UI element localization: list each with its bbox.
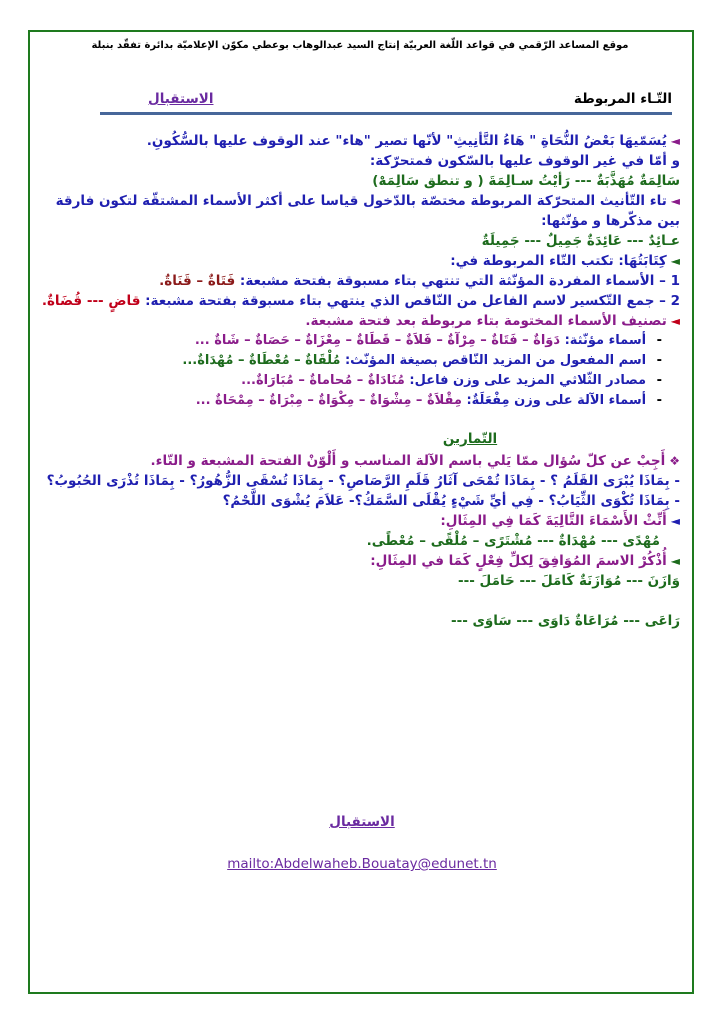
classification-heading: ◄تصنيف الأسماء المختومة بتاء مربوطة بعد فتحة مشبعة. xyxy=(305,313,680,329)
exercise-2-items: مُهْدًى --- مُهْدَاةٌ --- مُشْتَرًى – مُلْقًى – مُعْطًى. xyxy=(366,533,660,549)
example-salima: سَالِمَةٌ مُهَذَّبَةٌ --- رَأيْتُ سـالِمَةَ ( و تنطق سَالِمَهْ) xyxy=(372,173,680,189)
list-item: - أسماء الآلة على وزن مِفْعَلَةٌ: مِقْلاَةٌ – مِشْوَاةٌ – مِكْوَاةٌ – مِبْرَاةٌ – مِمْحَاةٌ ... xyxy=(40,391,662,411)
exercise-3-line-2: رَاعَى --- مُرَاعَاةٌ دَاوَى --- سَاوَى --- xyxy=(451,613,680,629)
document-body xyxy=(40,36,680,631)
exercise-1-intro: ❖أَجِبْ عن كلّ سُؤال ممّا يَلي باسم الآلة المناسب و أَلْوّنْ الفتحة المشبعة و التّاء. xyxy=(150,453,680,469)
exercise-3-intro: ◄أُذْكُرْ الاسمَ المُوَافِقَ لِكلِّ فِعْلٍ كَمَا في المِثَالِ: xyxy=(370,553,680,569)
rule-2: 2 – جمع التّكسير لاسم الفاعل من النّاقص الذي ينتهي بتاء مسبوقة بفتحة مشبعة: قاضٍ --- قُضَاةٌ. xyxy=(41,293,680,309)
classification-list xyxy=(40,331,680,411)
bullet-arrow-icon: ◄ xyxy=(670,514,680,528)
derivation-paragraph: ◄تاء التّأنيث المتحرّكة المربوطة مختصّة بالدّخول قياسا على أكثر الأسماء المشتقّة لتكون فارقة بين مذكّرها و مؤنّثها: xyxy=(55,193,680,229)
bullet-arrow-icon: ◄ xyxy=(670,554,680,568)
definition-paragraph: ◄يُسَمّيهَا بَعْضُ النُّحَاةِ " هَاءُ التَّأنِيثِ" لأنّها تصير "هاء" عند الوقوف عليها بالسُّكُونِ. xyxy=(146,133,680,149)
title-underline xyxy=(100,112,672,115)
exercises-heading: التّمارين xyxy=(442,431,498,447)
list-item: - مصادر الثّلاثي المزيد على وزن فاعل: مُنَادَاةٌ – مُحاماةٌ – مُبَارَاةٌ... xyxy=(40,371,662,391)
example-aaid: عـائِدٌ --- عَائِدَةٌ جَمِيلٌ --- جَمِيلَةٌ xyxy=(481,233,680,249)
rule-1: 1 – الأسماء المفردة المؤنّثة التي تنتهي بتاء مسبوقة بفتحة مشبعة: فَتَاةٌ – قَنَاةٌ. xyxy=(159,273,680,289)
moving-paragraph: و أمّا في غير الوقوف عليها بالسّكون فمتحرّكة: xyxy=(369,153,680,169)
bullet-arrow-icon: ◄ xyxy=(670,314,680,328)
footer-home-link[interactable]: الاستقبال xyxy=(329,814,395,830)
writing-rules-heading: ◄كِتَابَتُهَا: تكتب التّاء المربوطة في: xyxy=(450,253,680,269)
bullet-arrow-icon: ◄ xyxy=(670,254,680,268)
home-link[interactable]: الاستقبال xyxy=(148,91,214,107)
exercise-2-intro: ◄أَنِّثْ الأَسْمَاءَ التَّالِيَةَ كَمَا فِي المِثَالِ: xyxy=(440,513,680,529)
email-link[interactable]: mailto:Abdelwaheb.Bouatay@edunet.tn xyxy=(227,856,497,872)
list-item: - اسم المفعول من المزيد النّاقص بصيغة المؤنّث: مُلْقَاةٌ – مُعْطَاةٌ – مُهْدَاةٌ... xyxy=(40,351,662,371)
title-bar xyxy=(40,91,680,115)
bullet-arrow-icon: ◄ xyxy=(670,194,680,208)
diamond-bullet-icon: ❖ xyxy=(669,454,680,468)
bullet-arrow-icon: ◄ xyxy=(670,134,680,148)
page-title: التّـاء المربوطة xyxy=(573,91,672,107)
list-item: - أسماء مؤنّثة: دَوَاةٌ – فَتَاةٌ – مِرْآةٌ – فَلاَةٌ – قَطَاةٌ – مِعْزَاةٌ – حَصَاةٌ – شَاةٌ ... xyxy=(40,331,662,351)
exercise-1-questions: - بِمَاذَا يُبْرَى القَلَمُ ؟ - بِمَاذَا تُمْحَى آثَارُ قَلَمِ الرَّصَاصِ؟ - بِمَاذَا تُسْقَى الزُّهُورُ؟ - بِمَاذَا تُذْرَى الحُبُوبُ؟ - بِمَاذَا تُكْوَى الثِّيَابُ؟ - فِي أيِّ شَيْءٍ يُقْلَى السَّمَكُ؟- عَلاَمَ يُشْوَى اللَّحْمُ؟ xyxy=(46,473,680,509)
site-header: موقع المساعد الرّقمي في قواعد اللّغة العربيّة إنتاج السيد عبدالوهاب بوعطي مكوّن الإعلاميّة بدائرة تفقّد بنبلة xyxy=(91,40,629,51)
exercise-3-line-1: وَازَنَ --- مُوَازَنَةٌ كَامَلَ --- حَامَلَ --- xyxy=(458,573,680,589)
